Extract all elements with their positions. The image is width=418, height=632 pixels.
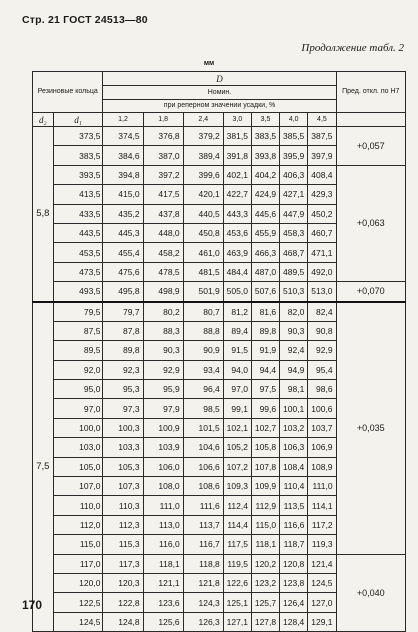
- table-row: [33, 554, 406, 573]
- cell-d1: 100,0: [53, 418, 103, 437]
- cell-nominal-D: 79,7: [103, 302, 143, 322]
- cell-nominal-D: 90,8: [308, 321, 336, 340]
- cell-nominal-D: 513,0: [308, 282, 336, 302]
- cell-nominal-D: 96,4: [183, 380, 223, 399]
- cell-nominal-D: 121,4: [308, 554, 336, 573]
- cell-nominal-D: 106,3: [280, 438, 308, 457]
- cell-nominal-D: 115,3: [103, 535, 143, 554]
- cell-nominal-D: 108,4: [280, 457, 308, 476]
- cell-nominal-D: 88,3: [143, 321, 183, 340]
- cell-nominal-D: 126,4: [280, 593, 308, 612]
- cell-nominal-D: 91,9: [251, 341, 279, 360]
- cell-nominal-D: 437,8: [143, 204, 183, 223]
- cell-d1: 393,5: [53, 165, 103, 184]
- cell-nominal-D: 107,2: [223, 457, 251, 476]
- cell-nominal-D: 102,1: [223, 418, 251, 437]
- cell-nominal-D: 461,0: [183, 243, 223, 262]
- cell-nominal-D: 383,5: [251, 127, 279, 146]
- cell-nominal-D: 128,4: [280, 612, 308, 631]
- cell-nominal-D: 123,6: [143, 593, 183, 612]
- cell-nominal-D: 118,1: [143, 554, 183, 573]
- cell-tolerance: +0,035: [336, 302, 405, 555]
- cell-nominal-D: 385,5: [280, 127, 308, 146]
- cell-nominal-D: 397,9: [308, 146, 336, 165]
- cell-nominal-D: 447,9: [280, 204, 308, 223]
- cell-nominal-D: 125,7: [251, 593, 279, 612]
- cell-nominal-D: 126,3: [183, 612, 223, 631]
- cell-d1: 107,0: [53, 477, 103, 496]
- cell-d1: 453,5: [53, 243, 103, 262]
- header-shrink-value: 4,0: [280, 113, 308, 127]
- cell-nominal-D: 510,3: [280, 282, 308, 302]
- cell-nominal-D: 100,9: [143, 418, 183, 437]
- cell-nominal-D: 106,9: [308, 438, 336, 457]
- cell-nominal-D: 112,4: [223, 496, 251, 515]
- cell-nominal-D: 100,3: [103, 418, 143, 437]
- cell-d1: 473,5: [53, 262, 103, 281]
- cell-nominal-D: 99,6: [251, 399, 279, 418]
- cell-d1: 115,0: [53, 535, 103, 554]
- cell-nominal-D: 87,8: [103, 321, 143, 340]
- cell-d1: 120,0: [53, 573, 103, 592]
- cell-d2: 7,5: [33, 302, 54, 632]
- cell-nominal-D: 103,3: [103, 438, 143, 457]
- header-shrink-value: 1,8: [143, 113, 183, 127]
- cell-nominal-D: 448,0: [143, 223, 183, 242]
- cell-nominal-D: 98,5: [183, 399, 223, 418]
- cell-nominal-D: 117,5: [223, 535, 251, 554]
- cell-nominal-D: 427,1: [280, 185, 308, 204]
- cell-nominal-D: 505,0: [223, 282, 251, 302]
- cell-nominal-D: 120,2: [251, 554, 279, 573]
- cell-nominal-D: 435,2: [103, 204, 143, 223]
- cell-nominal-D: 109,9: [251, 477, 279, 496]
- header-shrink-value: 2,4: [183, 113, 223, 127]
- table-row: [33, 165, 406, 184]
- cell-nominal-D: 116,0: [143, 535, 183, 554]
- cell-nominal-D: 118,7: [280, 535, 308, 554]
- cell-nominal-D: 120,3: [103, 573, 143, 592]
- cell-nominal-D: 121,8: [183, 573, 223, 592]
- cell-nominal-D: 81,2: [223, 302, 251, 322]
- cell-nominal-D: 387,5: [308, 127, 336, 146]
- cell-nominal-D: 458,2: [143, 243, 183, 262]
- cell-nominal-D: 399,6: [183, 165, 223, 184]
- cell-nominal-D: 450,2: [308, 204, 336, 223]
- cell-nominal-D: 129,1: [308, 612, 336, 631]
- cell-nominal-D: 90,3: [143, 341, 183, 360]
- cell-nominal-D: 471,1: [308, 243, 336, 262]
- cell-nominal-D: 88,8: [183, 321, 223, 340]
- table-body: [33, 127, 406, 632]
- cell-nominal-D: 484,4: [223, 262, 251, 281]
- cell-nominal-D: 114,1: [308, 496, 336, 515]
- cell-d1: 117,0: [53, 554, 103, 573]
- cell-nominal-D: 99,1: [223, 399, 251, 418]
- cell-nominal-D: 420,1: [183, 185, 223, 204]
- cell-d1: 383,5: [53, 146, 103, 165]
- cell-nominal-D: 384,6: [103, 146, 143, 165]
- cell-nominal-D: 445,3: [103, 223, 143, 242]
- cell-d1: 92,0: [53, 360, 103, 379]
- cell-nominal-D: 93,4: [183, 360, 223, 379]
- cell-nominal-D: 103,2: [280, 418, 308, 437]
- cell-nominal-D: 91,5: [223, 341, 251, 360]
- cell-nominal-D: 397,2: [143, 165, 183, 184]
- cell-d1: 373,5: [53, 127, 103, 146]
- cell-nominal-D: 92,3: [103, 360, 143, 379]
- cell-nominal-D: 98,1: [280, 380, 308, 399]
- cell-nominal-D: 105,3: [103, 457, 143, 476]
- cell-nominal-D: 429,3: [308, 185, 336, 204]
- cell-nominal-D: 113,7: [183, 515, 223, 534]
- dimension-table: [32, 71, 406, 632]
- cell-nominal-D: 107,3: [103, 477, 143, 496]
- cell-nominal-D: 112,9: [251, 496, 279, 515]
- cell-d1: 124,5: [53, 612, 103, 631]
- cell-nominal-D: 97,5: [251, 380, 279, 399]
- cell-nominal-D: 116,7: [183, 535, 223, 554]
- table-row: [33, 127, 406, 146]
- cell-nominal-D: 402,1: [223, 165, 251, 184]
- cell-nominal-D: 453,6: [223, 223, 251, 242]
- cell-nominal-D: 94,9: [280, 360, 308, 379]
- cell-nominal-D: 123,8: [280, 573, 308, 592]
- cell-nominal-D: 81,6: [251, 302, 279, 322]
- cell-nominal-D: 82,4: [308, 302, 336, 322]
- cell-nominal-D: 89,8: [103, 341, 143, 360]
- cell-nominal-D: 82,0: [280, 302, 308, 322]
- cell-nominal-D: 103,7: [308, 418, 336, 437]
- cell-nominal-D: 100,1: [280, 399, 308, 418]
- cell-nominal-D: 119,3: [308, 535, 336, 554]
- cell-nominal-D: 408,4: [308, 165, 336, 184]
- cell-nominal-D: 111,0: [143, 496, 183, 515]
- table-row: [33, 282, 406, 302]
- cell-nominal-D: 110,3: [103, 496, 143, 515]
- cell-nominal-D: 492,0: [308, 262, 336, 281]
- cell-nominal-D: 94,4: [251, 360, 279, 379]
- cell-nominal-D: 120,8: [280, 554, 308, 573]
- cell-nominal-D: 417,5: [143, 185, 183, 204]
- cell-tolerance: +0,057: [336, 127, 405, 166]
- cell-nominal-D: 103,9: [143, 438, 183, 457]
- cell-nominal-D: 102,7: [251, 418, 279, 437]
- cell-d1: 493,5: [53, 282, 103, 302]
- cell-nominal-D: 92,4: [280, 341, 308, 360]
- cell-nominal-D: 89,8: [251, 321, 279, 340]
- cell-d1: 413,5: [53, 185, 103, 204]
- cell-nominal-D: 381,5: [223, 127, 251, 146]
- cell-nominal-D: 100,6: [308, 399, 336, 418]
- cell-d1: 97,0: [53, 399, 103, 418]
- cell-nominal-D: 507,6: [251, 282, 279, 302]
- cell-nominal-D: 105,8: [251, 438, 279, 457]
- cell-nominal-D: 450,8: [183, 223, 223, 242]
- cell-nominal-D: 110,4: [280, 477, 308, 496]
- cell-nominal-D: 97,9: [143, 399, 183, 418]
- cell-d1: 79,5: [53, 302, 103, 322]
- header-shrink-value: 3,0: [223, 113, 251, 127]
- cell-nominal-D: 118,8: [183, 554, 223, 573]
- cell-nominal-D: 455,9: [251, 223, 279, 242]
- cell-nominal-D: 90,9: [183, 341, 223, 360]
- cell-nominal-D: 108,6: [183, 477, 223, 496]
- cell-nominal-D: 395,9: [280, 146, 308, 165]
- cell-nominal-D: 105,2: [223, 438, 251, 457]
- cell-nominal-D: 374,5: [103, 127, 143, 146]
- cell-nominal-D: 104,6: [183, 438, 223, 457]
- cell-nominal-D: 106,0: [143, 457, 183, 476]
- cell-nominal-D: 95,4: [308, 360, 336, 379]
- cell-nominal-D: 111,0: [308, 477, 336, 496]
- cell-nominal-D: 406,3: [280, 165, 308, 184]
- cell-nominal-D: 92,9: [143, 360, 183, 379]
- cell-nominal-D: 487,0: [251, 262, 279, 281]
- cell-nominal-D: 121,1: [143, 573, 183, 592]
- cell-d1: 95,0: [53, 380, 103, 399]
- table-continuation-caption: Продолжение табл. 2: [301, 42, 404, 54]
- cell-nominal-D: 116,6: [280, 515, 308, 534]
- cell-nominal-D: 460,7: [308, 223, 336, 242]
- page-header: Стр. 21 ГОСТ 24513—80: [22, 14, 148, 26]
- cell-nominal-D: 94,0: [223, 360, 251, 379]
- cell-nominal-D: 107,8: [251, 457, 279, 476]
- header-shrinkage: при реперном значении усадки, %: [103, 100, 336, 113]
- cell-nominal-D: 394,8: [103, 165, 143, 184]
- cell-nominal-D: 440,5: [183, 204, 223, 223]
- cell-nominal-D: 119,5: [223, 554, 251, 573]
- cell-nominal-D: 90,3: [280, 321, 308, 340]
- cell-nominal-D: 455,4: [103, 243, 143, 262]
- cell-nominal-D: 501,9: [183, 282, 223, 302]
- cell-d1: 105,0: [53, 457, 103, 476]
- cell-nominal-D: 106,6: [183, 457, 223, 476]
- cell-nominal-D: 80,2: [143, 302, 183, 322]
- cell-nominal-D: 113,5: [280, 496, 308, 515]
- cell-nominal-D: 108,9: [308, 457, 336, 476]
- cell-nominal-D: 124,8: [103, 612, 143, 631]
- header-shrink-value: 1,2: [103, 113, 143, 127]
- cell-nominal-D: 98,6: [308, 380, 336, 399]
- cell-nominal-D: 391,8: [223, 146, 251, 165]
- cell-nominal-D: 125,1: [223, 593, 251, 612]
- cell-nominal-D: 458,3: [280, 223, 308, 242]
- cell-nominal-D: 122,8: [103, 593, 143, 612]
- header-d1: d₁: [53, 113, 103, 127]
- cell-nominal-D: 415,0: [103, 185, 143, 204]
- cell-nominal-D: 393,8: [251, 146, 279, 165]
- header-D: D: [103, 72, 336, 86]
- cell-nominal-D: 124,5: [308, 573, 336, 592]
- cell-d2: 5,8: [33, 127, 54, 302]
- cell-d1: 112,0: [53, 515, 103, 534]
- cell-nominal-D: 123,2: [251, 573, 279, 592]
- cell-nominal-D: 468,7: [280, 243, 308, 262]
- cell-nominal-D: 125,6: [143, 612, 183, 631]
- cell-d1: 122,5: [53, 593, 103, 612]
- cell-nominal-D: 89,4: [223, 321, 251, 340]
- cell-nominal-D: 445,6: [251, 204, 279, 223]
- cell-nominal-D: 376,8: [143, 127, 183, 146]
- cell-nominal-D: 466,3: [251, 243, 279, 262]
- cell-nominal-D: 463,9: [223, 243, 251, 262]
- cell-d1: 433,5: [53, 204, 103, 223]
- cell-nominal-D: 113,0: [143, 515, 183, 534]
- cell-nominal-D: 114,4: [223, 515, 251, 534]
- cell-nominal-D: 424,9: [251, 185, 279, 204]
- cell-d1: 110,0: [53, 496, 103, 515]
- cell-nominal-D: 404,2: [251, 165, 279, 184]
- header-tolerance: Пред. откл. по Н7: [336, 72, 405, 113]
- cell-d1: 87,5: [53, 321, 103, 340]
- cell-nominal-D: 111,6: [183, 496, 223, 515]
- cell-nominal-D: 109,3: [223, 477, 251, 496]
- cell-nominal-D: 115,0: [251, 515, 279, 534]
- cell-nominal-D: 489,5: [280, 262, 308, 281]
- header-shrink-value: 3,5: [251, 113, 279, 127]
- header-tolerance-blank: [336, 113, 405, 127]
- cell-d1: 103,0: [53, 438, 103, 457]
- cell-nominal-D: 80,7: [183, 302, 223, 322]
- cell-nominal-D: 117,3: [103, 554, 143, 573]
- cell-nominal-D: 475,6: [103, 262, 143, 281]
- cell-nominal-D: 95,9: [143, 380, 183, 399]
- cell-nominal-D: 389,4: [183, 146, 223, 165]
- cell-nominal-D: 495,8: [103, 282, 143, 302]
- cell-tolerance: +0,070: [336, 282, 405, 302]
- cell-nominal-D: 117,2: [308, 515, 336, 534]
- header-shrink-value: 4,5: [308, 113, 336, 127]
- cell-nominal-D: 92,9: [308, 341, 336, 360]
- table-row: [33, 302, 406, 322]
- cell-nominal-D: 127,8: [251, 612, 279, 631]
- cell-nominal-D: 481,5: [183, 262, 223, 281]
- cell-tolerance: +0,040: [336, 554, 405, 632]
- header-rings: Резиновые кольца: [33, 72, 103, 113]
- cell-nominal-D: 443,3: [223, 204, 251, 223]
- cell-nominal-D: 101,5: [183, 418, 223, 437]
- page-number: 170: [22, 598, 43, 612]
- cell-nominal-D: 112,3: [103, 515, 143, 534]
- cell-nominal-D: 498,9: [143, 282, 183, 302]
- cell-nominal-D: 422,7: [223, 185, 251, 204]
- unit-label: мм: [203, 60, 215, 67]
- cell-nominal-D: 118,1: [251, 535, 279, 554]
- cell-nominal-D: 124,3: [183, 593, 223, 612]
- header-nominal: Номин.: [103, 86, 336, 100]
- header-d2: d₂: [33, 113, 54, 127]
- cell-d1: 89,5: [53, 341, 103, 360]
- cell-nominal-D: 478,5: [143, 262, 183, 281]
- cell-nominal-D: 379,2: [183, 127, 223, 146]
- cell-nominal-D: 127,0: [308, 593, 336, 612]
- cell-nominal-D: 387,0: [143, 146, 183, 165]
- cell-d1: 443,5: [53, 223, 103, 242]
- cell-nominal-D: 95,3: [103, 380, 143, 399]
- cell-nominal-D: 108,0: [143, 477, 183, 496]
- cell-nominal-D: 97,0: [223, 380, 251, 399]
- cell-nominal-D: 122,6: [223, 573, 251, 592]
- cell-nominal-D: 97,3: [103, 399, 143, 418]
- cell-nominal-D: 127,1: [223, 612, 251, 631]
- cell-tolerance: +0,063: [336, 165, 405, 281]
